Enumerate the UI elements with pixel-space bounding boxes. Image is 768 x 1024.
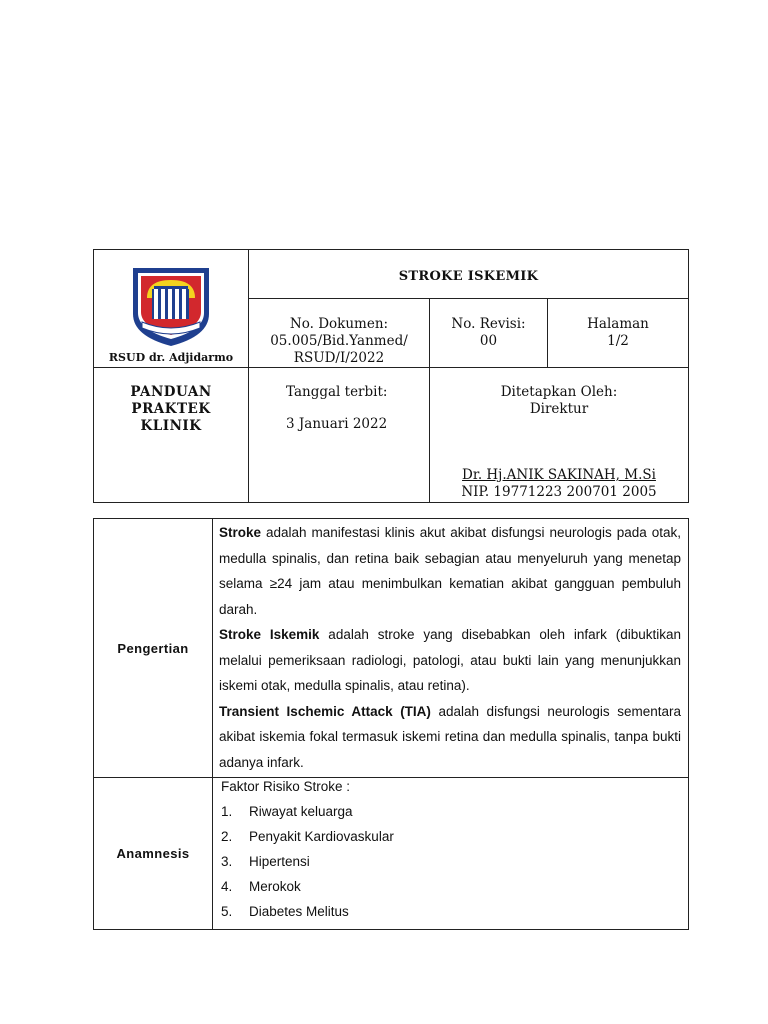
term-stroke: Stroke bbox=[219, 525, 262, 540]
hospital-name: RSUD dr. Adjidarmo bbox=[108, 351, 234, 364]
signer-name: Dr. Hj.ANIK SAKINAH, M.Si bbox=[462, 467, 656, 483]
anamnesis-cell bbox=[213, 778, 689, 930]
approval-cell bbox=[430, 368, 689, 503]
definition-stroke-text: adalah manifestasi klinis akut akibat disfungsi neurologis pada otak, medulla spinalis, dan retina baik sebagian atau menyeluruh yang menetap selama ≥24 jam atau menimbulkan kematian akibat gangguan pembuluh darah. bbox=[219, 525, 681, 617]
doc-number-cell bbox=[249, 299, 430, 368]
list-item-text: Merokok bbox=[249, 879, 301, 894]
list-item-text: Penyakit Kardiovaskular bbox=[249, 829, 394, 844]
definition-cell bbox=[213, 519, 689, 778]
approved-by-role: Direktur bbox=[529, 401, 589, 417]
hospital-logo-cell bbox=[94, 250, 249, 368]
list-item bbox=[221, 849, 681, 874]
document-title: STROKE ISKEMIK bbox=[249, 250, 689, 299]
page-cell bbox=[548, 299, 689, 368]
issue-date: 3 Januari 2022 bbox=[286, 416, 388, 432]
list-item-number: 5. bbox=[221, 904, 233, 919]
term-stroke-iskemik: Stroke Iskemik bbox=[219, 627, 320, 642]
hospital-logo-icon bbox=[130, 264, 212, 348]
document-header-table bbox=[93, 249, 689, 503]
revision-cell bbox=[430, 299, 548, 368]
list-item-text: Hipertensi bbox=[249, 854, 310, 869]
signer-nip: NIP. 19771223 200701 2005 bbox=[461, 484, 657, 500]
definition-stroke-iskemik bbox=[219, 622, 681, 699]
list-item bbox=[221, 899, 681, 924]
term-tia: Transient Ischemic Attack (TIA) bbox=[219, 703, 431, 719]
issue-date-label: Tanggal terbit: bbox=[286, 384, 388, 400]
table-row bbox=[94, 778, 689, 930]
risk-factor-heading: Faktor Risiko Stroke : bbox=[221, 779, 351, 794]
page-label: Halaman bbox=[587, 316, 649, 332]
content-table bbox=[93, 518, 689, 930]
definition-stroke bbox=[219, 520, 681, 622]
doc-number-label: No. Dokumen: bbox=[289, 316, 389, 332]
page-value: 1/2 bbox=[607, 333, 629, 349]
section-label-anamnesis: Anamnesis bbox=[94, 778, 213, 930]
section-label-pengertian: Pengertian bbox=[94, 519, 213, 778]
list-item-number: 1. bbox=[221, 804, 233, 819]
revision-value: 00 bbox=[479, 333, 498, 349]
list-item-number: 2. bbox=[221, 829, 233, 844]
list-item-number: 4. bbox=[221, 879, 233, 894]
doc-number-value: 05.005/Bid.Yanmed/ RSUD/I/2022 bbox=[270, 333, 408, 366]
definition-tia-text: adalah disfungsi neurologis sementara akibat iskemia fokal termasuk iskemi retina dan medulla spinalis, tanpa bukti adanya infark. bbox=[219, 703, 681, 770]
list-item bbox=[221, 874, 681, 899]
list-item bbox=[221, 824, 681, 849]
list-item bbox=[221, 799, 681, 824]
revision-label: No. Revisi: bbox=[451, 316, 526, 332]
table-row bbox=[94, 519, 689, 778]
list-item-text: Diabetes Melitus bbox=[249, 904, 349, 919]
definition-stroke-iskemik-text: adalah stroke yang disebabkan oleh infark (dibuktikan melalui pemeriksaan radiologi, patologi, atau bukti lain yang menunjukkan iskemi otak, medulla spinalis, atau retina). bbox=[219, 627, 681, 693]
risk-factor-list bbox=[221, 799, 681, 924]
list-item-text: Riwayat keluarga bbox=[249, 804, 353, 819]
list-item-number: 3. bbox=[221, 854, 233, 869]
approved-by-label: Ditetapkan Oleh: bbox=[500, 384, 618, 400]
guide-title-cell bbox=[94, 368, 249, 503]
definition-tia bbox=[219, 699, 681, 776]
issue-date-cell bbox=[249, 368, 430, 503]
guide-title: PANDUAN PRAKTEK KLINIK bbox=[130, 384, 212, 434]
